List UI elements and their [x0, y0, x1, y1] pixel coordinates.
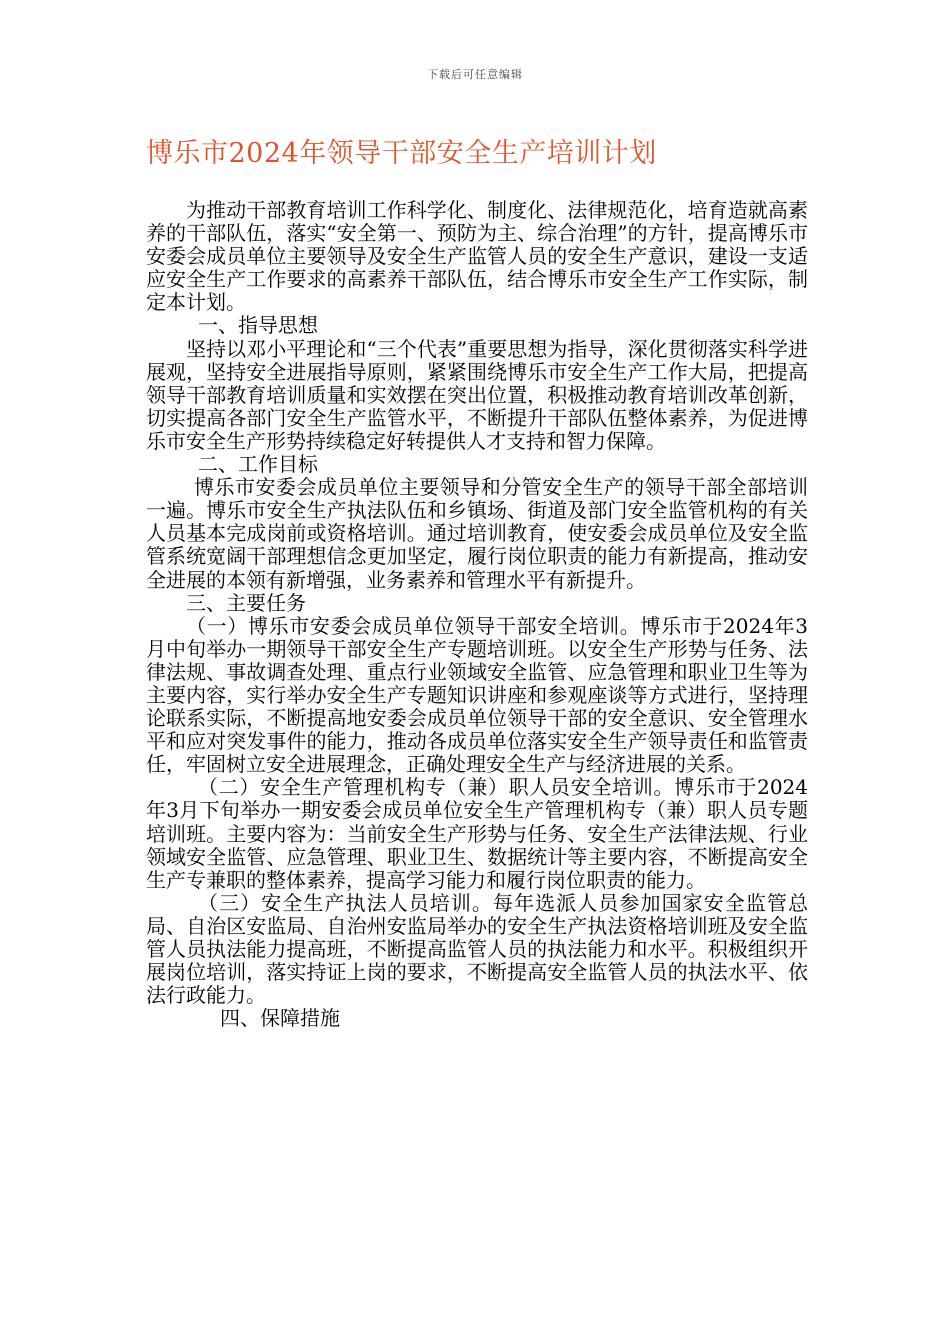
section-heading: 三、主要任务: [186, 590, 306, 615]
body-paragraph: 为推动干部教育培训工作科学化、制度化、法律规范化，培育造就高素养的干部队伍，落实“安全第一、预防为主、综合治理”的方针，提高博乐市安委会成员单位主要领导及安全生产监管人员的安全生产意识，建设一支适应安全生产工作要求的高素养干部队伍，结合博乐市安全生产工作实际，制定本计划。: [146, 198, 808, 315]
body-paragraph: 博乐市安委会成员单位主要领导和分管安全生产的领导干部全部培训一遍。博乐市安全生产执法队伍和乡镇场、街道及部门安全监管机构的有关人员基本完成岗前或资格培训。通过培训教育，使安委会成员单位及安全监管系统宽阔干部理想信念更加坚定，履行岗位职责的能力有新提高，推动安全进展的本领有新增强，业务素养和管理水平有新提升。: [146, 475, 808, 592]
body-paragraph: （二）安全生产管理机构专（兼）职人员安全培训。博乐市于2024年3月下旬举办一期安委会成员单位安全生产管理机构专（兼）职人员专题培训班。主要内容为：当前安全生产形势与任务、安全生产法律法规、行业领域安全监管、应急管理、职业卫生、数据统计等主要内容，不断提高安全生产专兼职的整体素养，提高学习能力和履行岗位职责的能力。: [146, 775, 808, 892]
body-paragraph: 坚持以邓小平理论和“三个代表”重要思想为指导，深化贯彻落实科学进展观，坚持安全进展指导原则，紧紧围绕博乐市安全生产工作大局，把提高领导干部教育培训质量和实效摆在突出位置，积极推动教育培训改革创新，切实提高各部门安全生产监管水平，不断提升干部队伍整体素养，为促进博乐市安全生产形势持续稳定好转提供人才支持和智力保障。: [146, 336, 808, 453]
body-paragraph: （三）安全生产执法人员培训。每年选派人员参加国家安全监管总局、自治区安监局、自治州安监局举办的安全生产执法资格培训班及安全监管人员执法能力提高班，不断提高监管人员的执法能力和水平。积极组织开展岗位培训，落实持证上岗的要求，不断提高安全监管人员的执法水平、依法行政能力。: [146, 890, 808, 1008]
body-paragraph: （一）博乐市安委会成员单位领导干部安全培训。博乐市于2024年3月中旬举办一期领导干部安全生产专题培训班。以安全生产形势与任务、法律法规、事故调查处理、重点行业领域安全监管、应急管理和职业卫生等为主要内容，实行举办安全生产专题知识讲座和参观座谈等方式进行，坚持理论联系实际，不断提高地安委会成员单位领导干部的安全意识、安全管理水平和应对突发事件的能力，推动各成员单位落实安全生产领导责任和监管责任，牢固树立安全进展理念，正确处理安全生产与经济进展的关系。: [146, 613, 808, 777]
section-heading: 一、指导思想: [198, 313, 318, 338]
document-body: [146, 199, 808, 1030]
document-title: 博乐市2024年领导干部安全生产培训计划: [146, 138, 657, 169]
section-heading: 四、保障措施: [220, 1006, 340, 1031]
section-heading: 二、工作目标: [198, 452, 318, 477]
header-note: 下载后可任意编辑: [427, 68, 523, 81]
